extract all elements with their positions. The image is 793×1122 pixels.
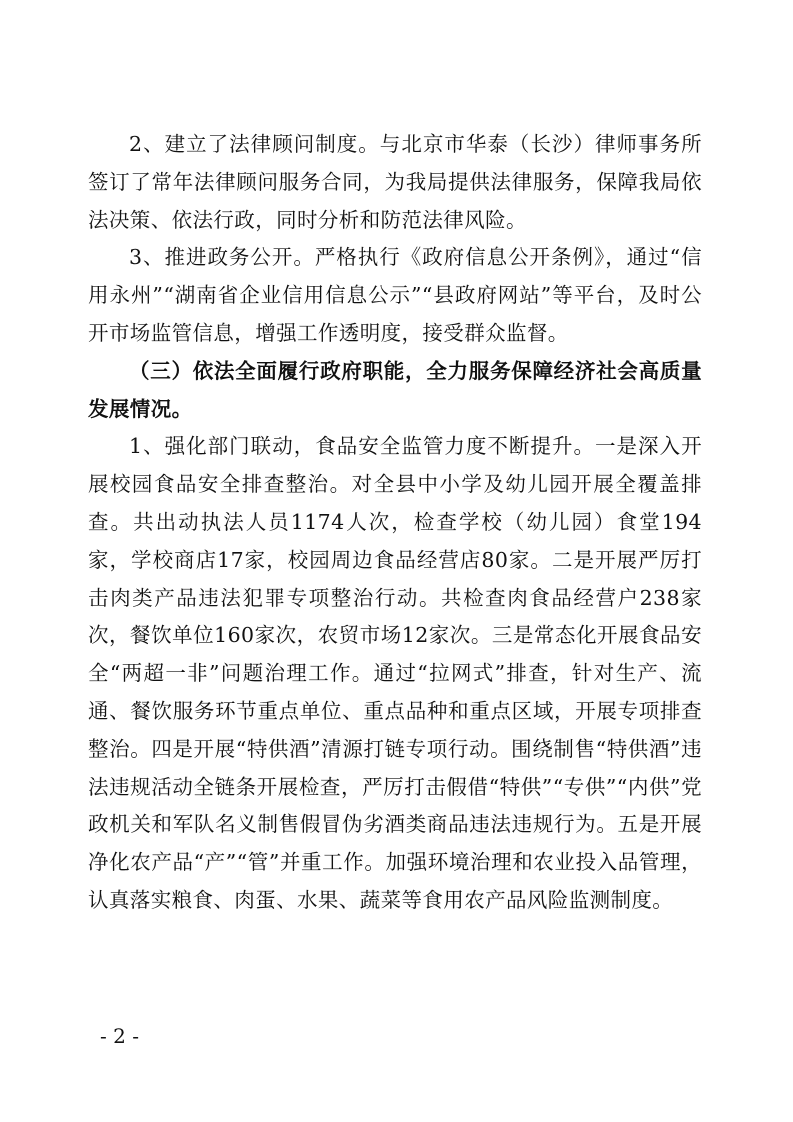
body-text bbox=[88, 126, 702, 920]
section-heading: （三）依法全面履行政府职能，全力服务保障经济社会高质量发展情况。 bbox=[88, 358, 702, 421]
paragraph-government-affairs-disclosure: 3、推进政务公开。严格执行《政府信息公开条例》，通过“信用永州”“湖南省企业信用信息公示”“县政府网站”等平台，及时公开市场监管信息，增强工作透明度，接受群众监督。 bbox=[88, 245, 702, 345]
page-number: - 2 - bbox=[100, 1024, 139, 1048]
paragraph-food-safety: 1、强化部门联动，食品安全监管力度不断提升。一是深入开展校园食品安全排查整治。对全县中小学及幼儿园开展全覆盖排查。共出动执法人员1174人次，检查学校（幼儿园）食堂194家，学校商店17家，校园周边食品经营店80家。二是开展严厉打击肉类产品违法犯罪专项整治行动。共检查肉食品经营户238家次，餐饮单位160家次，农贸市场12家次。三是常态化开展食品安全“两超一非”问题治理工作。通过“拉网式”排查，针对生产、流通、餐饮服务环节重点单位、重点品种和重点区域，开展专项排查整治。四是开展“特供酒”清源打链专项行动。围绕制售“特供酒”违法违规活动全链条开展检查，严厉打击假借“特供”“专供”“内供”党政机关和军队名义制售假冒伪劣酒类商品违法违规行为。五是开展净化农产品“产”“管”并重工作。加强环境治理和农业投入品管理，认真落实粮食、肉蛋、水果、蔬菜等食用农产品风险监测制度。 bbox=[88, 434, 702, 912]
paragraph-legal-advisor: 2、建立了法律顾问制度。与北京市华泰（长沙）律师事务所签订了常年法律顾问服务合同，为我局提供法律服务，保障我局依法决策、依法行政，同时分析和防范法律风险。 bbox=[88, 132, 702, 232]
